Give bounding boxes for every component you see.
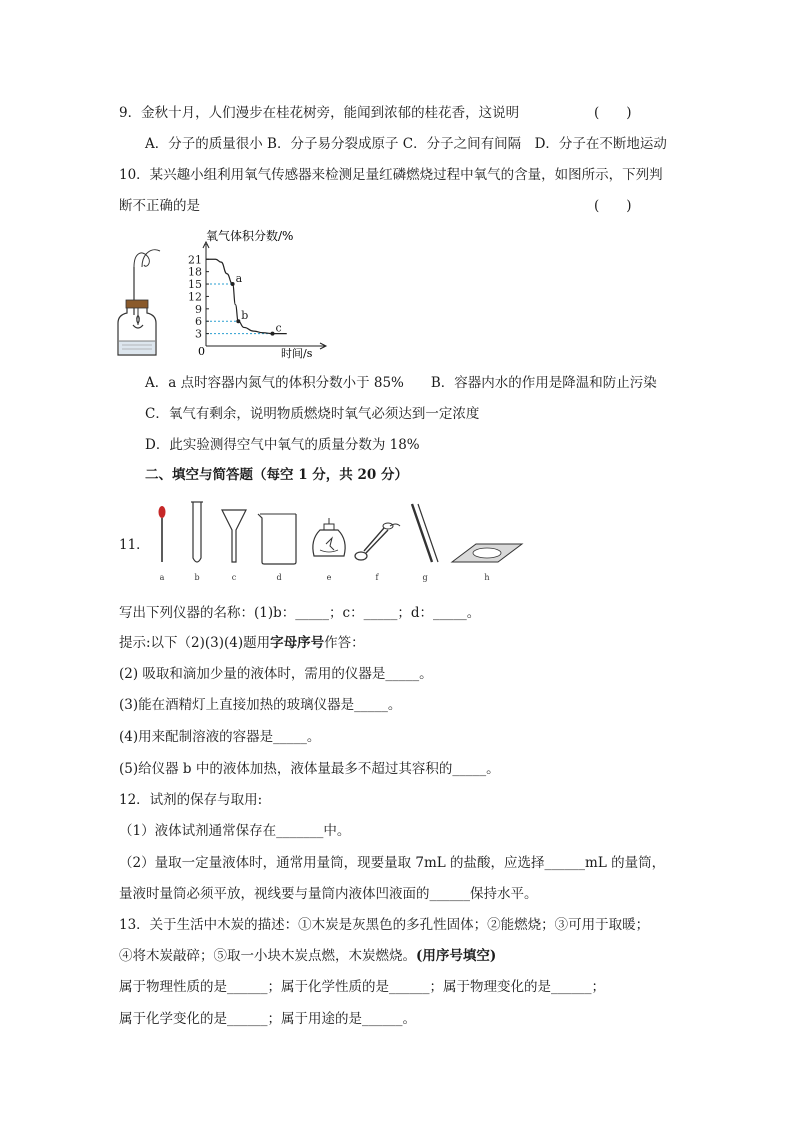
instrument-letter-a: a [159,573,165,582]
chart-y-tick-label: 12 [188,290,202,304]
chart-point-label: a [235,272,243,286]
q10-option-a-b: A．a 点时容器内氮气的体积分数小于 85% B．容器内水的作用是降温和防止污染 [145,375,657,391]
chart-point-a [231,282,235,286]
q11-hint-suffix: 作答： [324,635,365,651]
instrument-row [150,500,530,586]
chart-point-label: b [241,309,249,323]
asbestos-gauze-icon [452,544,522,562]
chart-point-b [236,319,240,323]
section2-title: 二、填空与简答题（每空 1 分，共 20 分） [145,467,408,483]
instrument-letter-g: g [422,573,428,582]
instrument-letter-f: f [375,573,379,582]
chart-y-tick-label: 21 [188,253,202,267]
q11-hint-prefix: 提示:以下（2)(3)(4)题用 [119,635,271,651]
water-in-flask [119,341,155,354]
q13-line2-text: ④将木炭敲碎；⑤取一小块木炭点燃，木炭燃烧。 [119,948,416,964]
q9-options: A．分子的质量很小 B．分子易分裂成原子 C．分子之间有间隔 D．分子在不断地运动 [145,136,667,152]
chart-point-c [271,332,275,336]
q9-answer-paren: ( ) [594,105,632,121]
q11-hint-bold: 字母序号 [270,635,325,651]
chart-x-axis-label: 时间/s [281,347,313,360]
instrument-letter-c: c [231,573,237,582]
funnel-icon [222,510,246,562]
q13-line1: 13．关于生活中木炭的描述：①木炭是灰黑色的多孔性固体；②能燃烧；③可用于取暖； [119,917,650,933]
oxygen-chart [176,226,336,362]
chart-y-tick-label: 3 [195,327,202,341]
chart-y-tick-label: 15 [188,278,202,292]
chart-y-tick-label: 18 [188,265,202,279]
test-tube-icon [191,502,203,562]
q13-line2 [119,946,496,966]
beaker-icon [258,514,296,564]
q10-stem-line1: 10．某兴趣小组利用氧气传感器来检测足量红磷燃烧过程中氧气的含量，如图所示，下列判 [119,167,663,183]
instrument-letter-b: b [194,573,200,582]
chart-y-axis-label: 氧气体积分数/% [206,229,294,243]
q11-part4: (4)用来配制溶液的容器是_____。 [119,729,321,745]
q11-part3: (3)能在酒精灯上直接加热的玻璃仪器是_____。 [119,697,402,713]
q10-answer-paren: ( ) [594,198,632,214]
q10-option-c: C．氧气有剩余，说明物质燃烧时氧气必须达到一定浓度 [145,406,480,422]
q12-part1: （1）液体试剂通常保存在_______中。 [119,823,351,839]
q12-part2-line1: （2）量取一定量液体时，通常用量筒，现要量取 7mL 的盐酸，应选择______mL 的量筒， [119,855,666,871]
q12-part2-line2: 量液时量筒必须平放，视线要与量筒内液体凹液面的______保持水平。 [119,886,538,902]
instrument-letter-d: d [276,573,282,582]
q10-option-d: D．此实验测得空气中氧气的质量分数为 18% [145,437,420,453]
chart-origin-label: 0 [198,345,205,358]
q13-line4: 属于化学变化的是______；属于用途的是______。 [119,1011,416,1027]
combustion-spoon [133,325,143,328]
chart-y-tick-label: 6 [195,315,202,329]
rubber-stopper [126,300,148,308]
q11-part5: (5)给仪器 b 中的液体加热，液体量最多不超过其容积的_____。 [119,761,500,777]
dropper-icon [159,506,166,562]
q11-number: 11． [119,537,150,553]
chart-y-tick-label: 9 [195,302,202,316]
crucible-tongs-icon [355,523,400,560]
q11-part2: (2) 吸取和滴加少量的液体时，需用的仪器是_____。 [119,666,433,682]
q13-line3: 属于物理性质的是______；属于化学性质的是______；属于物理变化的是______； [119,979,605,995]
chart-point-label: c [275,321,282,335]
apparatus-figure [112,243,162,361]
instrument-letter-h: h [484,573,490,582]
q11-hint [119,633,365,653]
q12-title: 12．试剂的保存与取用: [119,792,263,808]
alcohol-lamp-icon [313,518,345,556]
q10-stem-line2: 断不正确的是 [119,198,200,214]
glass-rod-icon [412,504,438,562]
q11-line1: 写出下列仪器的名称：(1)b：_____；c：_____；d：_____。 [119,605,481,621]
q9-stem: 9．金秋十月，人们漫步在桂花树旁，能闻到浓郁的桂花香，这说明 [119,105,520,121]
instrument-letter-e: e [326,573,332,582]
sensor-wire-2 [142,250,160,267]
q13-line2-note: (用序号填空) [416,948,497,964]
